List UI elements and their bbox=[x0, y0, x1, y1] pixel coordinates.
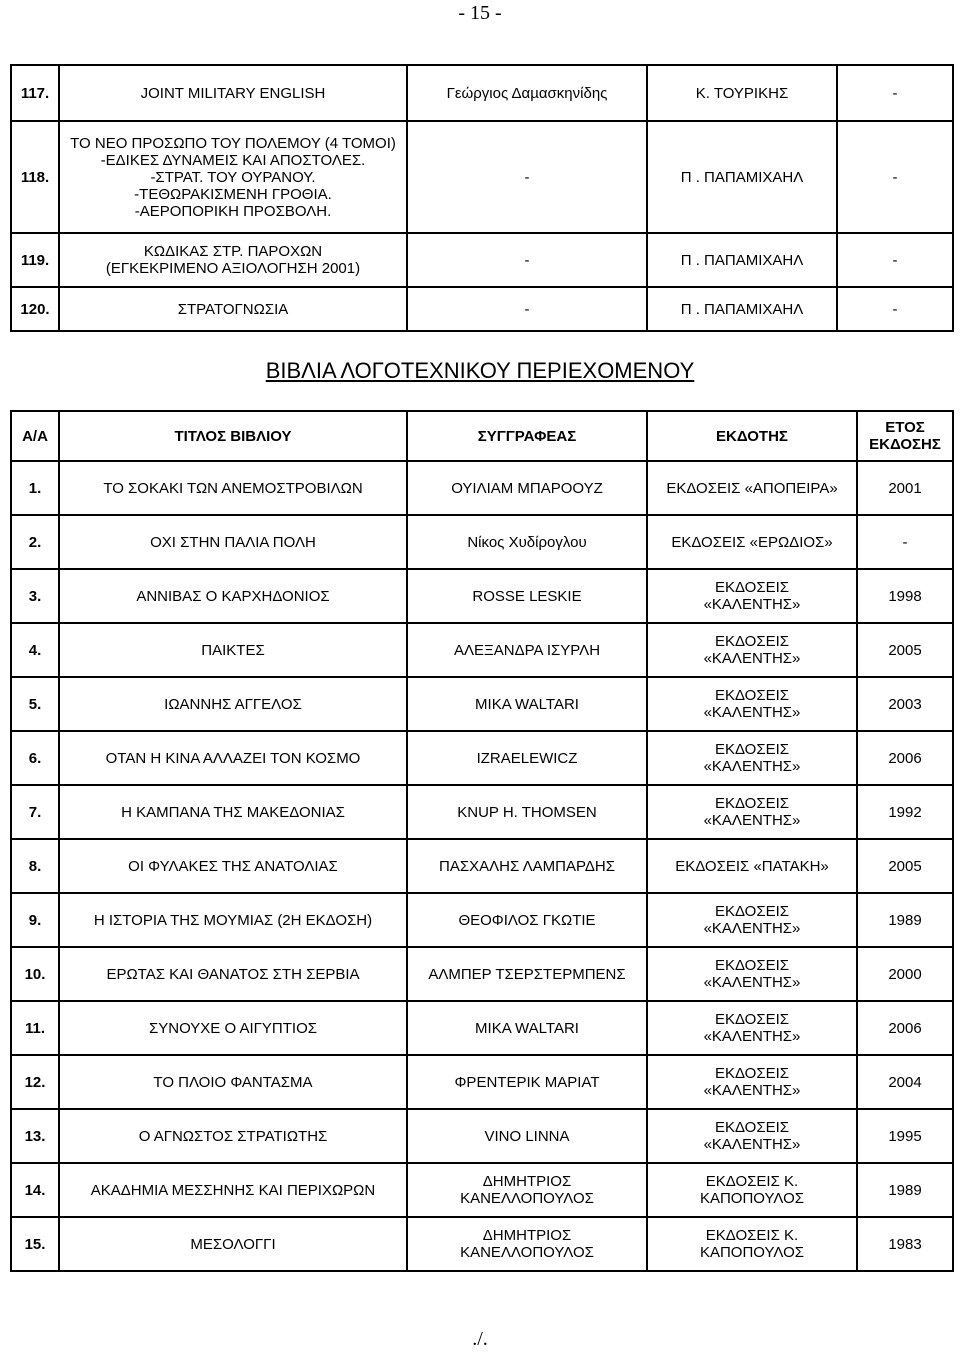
book-year: 2004 bbox=[857, 1055, 953, 1109]
table-row bbox=[11, 893, 953, 947]
header-year: ΕΤΟΣ ΕΚΔΟΣΗΣ bbox=[857, 411, 953, 461]
book-year: 2005 bbox=[857, 623, 953, 677]
book-title: ΑΝΝΙΒΑΣ Ο ΚΑΡΧΗΔΟΝΙΟΣ bbox=[59, 569, 407, 623]
row-number: 10. bbox=[11, 947, 59, 1001]
book-author: - bbox=[407, 287, 647, 331]
row-number: 7. bbox=[11, 785, 59, 839]
book-publisher: ΕΚΔΟΣΕΙΣ Κ. ΚΑΠΟΠΟΥΛΟΣ bbox=[647, 1163, 857, 1217]
row-number: 13. bbox=[11, 1109, 59, 1163]
book-title: ΣΤΡΑΤΟΓΝΩΣΙΑ bbox=[59, 287, 407, 331]
table-row bbox=[11, 1163, 953, 1217]
table-row bbox=[11, 947, 953, 1001]
book-title: Ο ΑΓΝΩΣΤΟΣ ΣΤΡΑΤΙΩΤΗΣ bbox=[59, 1109, 407, 1163]
book-title: ΜΕΣΟΛΟΓΓΙ bbox=[59, 1217, 407, 1271]
book-year: - bbox=[857, 515, 953, 569]
book-title: JOINT MILITARY ENGLISH bbox=[59, 65, 407, 121]
book-publisher: ΕΚΔΟΣΕΙΣ «ΚΑΛΕΝΤΗΣ» bbox=[647, 893, 857, 947]
table-row bbox=[11, 1055, 953, 1109]
book-year: 2001 bbox=[857, 461, 953, 515]
book-author: ΠΑΣΧΑΛΗΣ ΛΑΜΠΑΡΔΗΣ bbox=[407, 839, 647, 893]
book-title: Η ΙΣΤΟΡΙΑ ΤΗΣ ΜΟΥΜΙΑΣ (2Η ΕΚΔΟΣΗ) bbox=[59, 893, 407, 947]
row-number: 6. bbox=[11, 731, 59, 785]
book-title: Η ΚΑΜΠΑΝΑ ΤΗΣ ΜΑΚΕΔΟΝΙΑΣ bbox=[59, 785, 407, 839]
book-author: ΔΗΜΗΤΡΙΟΣ ΚΑΝΕΛΛΟΠΟΥΛΟΣ bbox=[407, 1163, 647, 1217]
table-header-row bbox=[11, 411, 953, 461]
table-row bbox=[11, 65, 953, 121]
book-author: ROSSE LESKIE bbox=[407, 569, 647, 623]
book-year: 2006 bbox=[857, 731, 953, 785]
book-title: ΟΙ ΦΥΛΑΚΕΣ ΤΗΣ ΑΝΑΤΟΛΙΑΣ bbox=[59, 839, 407, 893]
book-author: - bbox=[407, 121, 647, 233]
page-end-mark: ./. bbox=[472, 1328, 488, 1350]
row-number: 11. bbox=[11, 1001, 59, 1055]
row-number: 119. bbox=[11, 233, 59, 287]
row-number: 5. bbox=[11, 677, 59, 731]
table-row bbox=[11, 839, 953, 893]
row-number: 120. bbox=[11, 287, 59, 331]
book-author: ΔΗΜΗΤΡΙΟΣ ΚΑΝΕΛΛΟΠΟΥΛΟΣ bbox=[407, 1217, 647, 1271]
table-row bbox=[11, 287, 953, 331]
book-year: 1995 bbox=[857, 1109, 953, 1163]
table-row bbox=[11, 1001, 953, 1055]
book-publisher: Π . ΠΑΠΑΜΙΧΑΗΛ bbox=[647, 233, 837, 287]
book-year: - bbox=[837, 65, 953, 121]
table-row bbox=[11, 731, 953, 785]
book-year: 1989 bbox=[857, 1163, 953, 1217]
table-row bbox=[11, 785, 953, 839]
row-number: 9. bbox=[11, 893, 59, 947]
book-publisher: ΕΚΔΟΣΕΙΣ «ΑΠΟΠΕΙΡΑ» bbox=[647, 461, 857, 515]
book-publisher: ΕΚΔΟΣΕΙΣ «ΚΑΛΕΝΤΗΣ» bbox=[647, 785, 857, 839]
book-title: ΠΑΙΚΤΕΣ bbox=[59, 623, 407, 677]
book-author: ΦΡΕΝΤΕΡΙΚ ΜΑΡΙΑΤ bbox=[407, 1055, 647, 1109]
book-year: 2000 bbox=[857, 947, 953, 1001]
book-title: ΤΟ ΠΛΟΙΟ ΦΑΝΤΑΣΜΑ bbox=[59, 1055, 407, 1109]
book-author: ΟΥΙΛΙΑΜ ΜΠΑΡΟΟΥΖ bbox=[407, 461, 647, 515]
table-row bbox=[11, 677, 953, 731]
row-number: 4. bbox=[11, 623, 59, 677]
table-row bbox=[11, 233, 953, 287]
table-row bbox=[11, 461, 953, 515]
book-title: ΤΟ ΣΟΚΑΚΙ ΤΩΝ ΑΝΕΜΟΣΤΡΟΒΙΛΩΝ bbox=[59, 461, 407, 515]
section-title: ΒΙΒΛΙΑ ΛΟΓΟΤΕΧΝΙΚΟΥ ΠΕΡΙΕΧΟΜΕΝΟΥ bbox=[265, 358, 695, 383]
row-number: 14. bbox=[11, 1163, 59, 1217]
book-year: - bbox=[837, 287, 953, 331]
book-author: VINO LINNA bbox=[407, 1109, 647, 1163]
row-number: 1. bbox=[11, 461, 59, 515]
table-row bbox=[11, 1217, 953, 1271]
book-publisher: ΕΚΔΟΣΕΙΣ «ΚΑΛΕΝΤΗΣ» bbox=[647, 731, 857, 785]
header-author: ΣΥΓΓΡΑΦΕΑΣ bbox=[407, 411, 647, 461]
book-publisher: ΕΚΔΟΣΕΙΣ «ΚΑΛΕΝΤΗΣ» bbox=[647, 677, 857, 731]
book-title: ΚΩΔΙΚΑΣ ΣΤΡ. ΠΑΡΟΧΩΝ (ΕΓΚΕΚΡΙΜΕΝΟ ΑΞΙΟΛΟΓΗΣΗ 2001) bbox=[59, 233, 407, 287]
books-table-body bbox=[11, 461, 953, 1271]
header-title: ΤΙΤΛΟΣ ΒΙΒΛΙΟΥ bbox=[59, 411, 407, 461]
book-publisher: ΕΚΔΟΣΕΙΣ «ΚΑΛΕΝΤΗΣ» bbox=[647, 947, 857, 1001]
book-author: - bbox=[407, 233, 647, 287]
book-publisher: ΕΚΔΟΣΕΙΣ «ΠΑΤΑΚΗ» bbox=[647, 839, 857, 893]
row-number: 15. bbox=[11, 1217, 59, 1271]
row-number: 2. bbox=[11, 515, 59, 569]
book-author: IZRAELEWICZ bbox=[407, 731, 647, 785]
book-publisher: ΕΚΔΟΣΕΙΣ «ΚΑΛΕΝΤΗΣ» bbox=[647, 1109, 857, 1163]
book-title: ΤΟ ΝΕΟ ΠΡΟΣΩΠΟ ΤΟΥ ΠΟΛΕΜΟΥ (4 ΤΟΜΟΙ) -ΕΔΙΚΕΣ ΔΥΝΑΜΕΙΣ ΚΑΙ ΑΠΟΣΤΟΛΕΣ. -ΣΤΡΑΤ. ΤΟΥ ΟΥΡΑΝΟΥ. -ΤΕΘΩΡΑΚΙΣΜΕΝΗ ΓΡΟΘΙΑ. -ΑΕΡΟΠΟΡΙΚΗ ΠΡΟΣΒΟΛΗ. bbox=[59, 121, 407, 233]
book-publisher: Π . ΠΑΠΑΜΙΧΑΗΛ bbox=[647, 121, 837, 233]
book-year: 1983 bbox=[857, 1217, 953, 1271]
book-year: 1992 bbox=[857, 785, 953, 839]
book-publisher: ΕΚΔΟΣΕΙΣ «ΚΑΛΕΝΤΗΣ» bbox=[647, 569, 857, 623]
book-year: 1989 bbox=[857, 893, 953, 947]
book-year: - bbox=[837, 233, 953, 287]
book-publisher: ΕΚΔΟΣΕΙΣ «ΕΡΩΔΙΟΣ» bbox=[647, 515, 857, 569]
book-author: ΑΛΕΞΑΝΔΡΑ ΙΣΥΡΛΗ bbox=[407, 623, 647, 677]
book-title: ΟΧΙ ΣΤΗΝ ΠΑΛΙΑ ΠΟΛΗ bbox=[59, 515, 407, 569]
table-row bbox=[11, 515, 953, 569]
table-row bbox=[11, 623, 953, 677]
header-publisher: ΕΚΔΟΤΗΣ bbox=[647, 411, 857, 461]
book-year: 2003 bbox=[857, 677, 953, 731]
row-number: 117. bbox=[11, 65, 59, 121]
top-books-table bbox=[10, 64, 954, 332]
table-row bbox=[11, 121, 953, 233]
book-title: ΣΥΝΟΥΧΕ Ο ΑΙΓΥΠΤΙΟΣ bbox=[59, 1001, 407, 1055]
book-title: ΙΩΑΝΝΗΣ ΑΓΓΕΛΟΣ bbox=[59, 677, 407, 731]
literature-books-table bbox=[10, 410, 954, 1272]
page-number: - 15 - bbox=[458, 2, 502, 24]
book-year: - bbox=[837, 121, 953, 233]
book-year: 2006 bbox=[857, 1001, 953, 1055]
book-year: 1998 bbox=[857, 569, 953, 623]
row-number: 12. bbox=[11, 1055, 59, 1109]
book-author: MIKA WALTARI bbox=[407, 677, 647, 731]
book-publisher: ΕΚΔΟΣΕΙΣ «ΚΑΛΕΝΤΗΣ» bbox=[647, 623, 857, 677]
book-title: ΕΡΩΤΑΣ ΚΑΙ ΘΑΝΑΤΟΣ ΣΤΗ ΣΕΡΒΙΑ bbox=[59, 947, 407, 1001]
book-publisher: ΕΚΔΟΣΕΙΣ «ΚΑΛΕΝΤΗΣ» bbox=[647, 1055, 857, 1109]
book-author: KNUP H. THOMSEN bbox=[407, 785, 647, 839]
table-row bbox=[11, 1109, 953, 1163]
book-author: MIKA WALTARI bbox=[407, 1001, 647, 1055]
row-number: 8. bbox=[11, 839, 59, 893]
book-publisher: ΕΚΔΟΣΕΙΣ «ΚΑΛΕΝΤΗΣ» bbox=[647, 1001, 857, 1055]
top-table-body bbox=[11, 65, 953, 331]
table-row bbox=[11, 569, 953, 623]
book-author: Γεώργιος Δαµασκηνίδης bbox=[407, 65, 647, 121]
book-author: Νίκος Χυδίρογλου bbox=[407, 515, 647, 569]
book-author: ΘΕΟΦΙΛΟΣ ΓΚΩΤΙΕ bbox=[407, 893, 647, 947]
book-publisher: Κ. ΤΟΥΡΙΚΗΣ bbox=[647, 65, 837, 121]
book-publisher: ΕΚΔΟΣΕΙΣ Κ. ΚΑΠΟΠΟΥΛΟΣ bbox=[647, 1217, 857, 1271]
header-num: Α/Α bbox=[11, 411, 59, 461]
book-author: ΑΛΜΠΕΡ ΤΣΕΡΣΤΕΡΜΠΕΝΣ bbox=[407, 947, 647, 1001]
row-number: 3. bbox=[11, 569, 59, 623]
book-publisher: Π . ΠΑΠΑΜΙΧΑΗΛ bbox=[647, 287, 837, 331]
row-number: 118. bbox=[11, 121, 59, 233]
book-title: ΑΚΑΔΗΜΙΑ ΜΕΣΣΗΝΗΣ ΚΑΙ ΠΕΡΙΧΩΡΩΝ bbox=[59, 1163, 407, 1217]
book-year: 2005 bbox=[857, 839, 953, 893]
book-title: ΟΤΑΝ Η ΚΙΝΑ ΑΛΛΑΖΕΙ ΤΟΝ ΚΟΣΜΟ bbox=[59, 731, 407, 785]
